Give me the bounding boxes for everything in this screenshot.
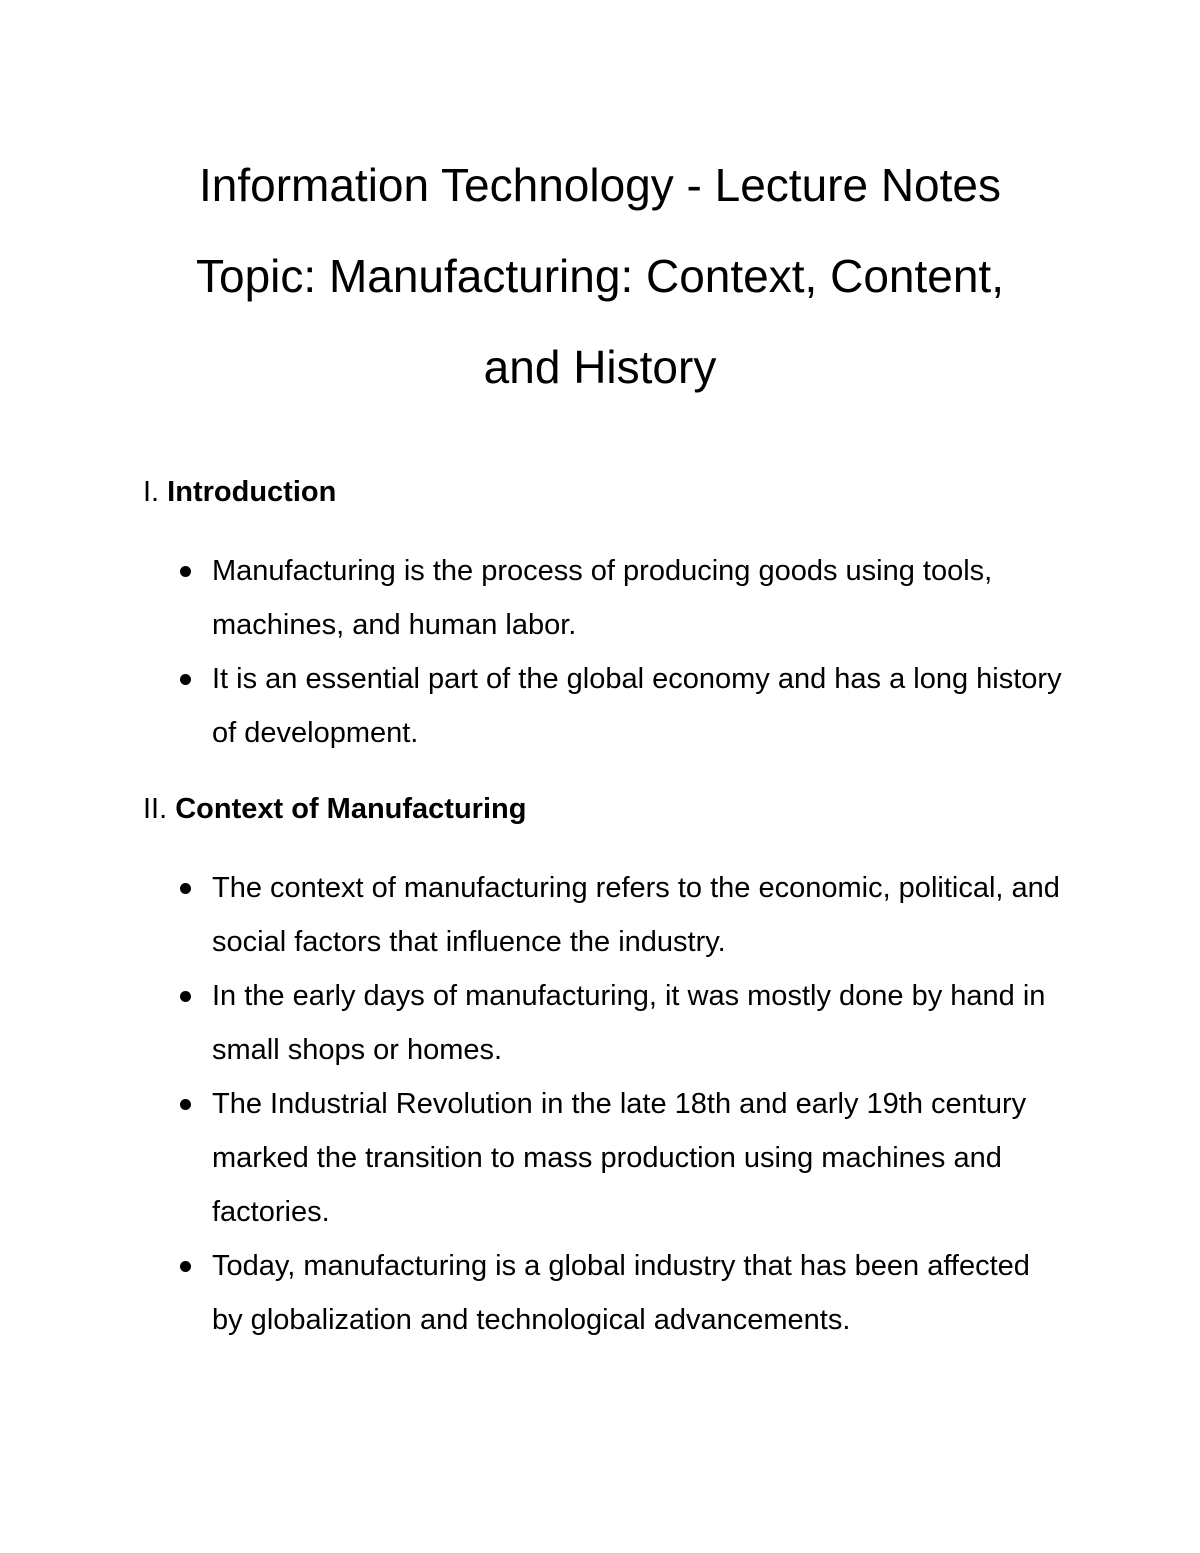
title-line-3: and History <box>483 341 717 393</box>
bullet-icon <box>180 1261 191 1272</box>
introduction-bullet-list <box>0 544 1200 760</box>
section-numeral: II. <box>143 793 176 825</box>
list-item-text: In the early days of manufacturing, it was mostly done by hand in small shops or homes. <box>212 980 1046 1066</box>
list-item <box>0 861 1200 969</box>
list-item-text: Manufacturing is the process of producing goods using tools, machines, and human labor. <box>212 555 993 641</box>
bullet-icon <box>180 674 191 685</box>
list-item <box>0 652 1200 760</box>
section-numeral: I. <box>143 476 168 508</box>
bullet-icon <box>180 883 191 894</box>
context-bullet-list <box>0 861 1200 1347</box>
section-label: Context of Manufacturing <box>175 793 527 825</box>
bullet-icon <box>180 991 191 1002</box>
title-line-1: Information Technology - Lecture Notes <box>198 159 1002 211</box>
list-item-text: The context of manufacturing refers to the economic, political, and social factors that influence the industry. <box>212 872 1060 958</box>
bullet-icon <box>180 566 191 577</box>
list-item <box>0 1239 1200 1347</box>
section-heading-introduction <box>143 472 336 512</box>
document-title <box>100 140 1100 413</box>
list-item-text: Today, manufacturing is a global industry that has been affected by globalization and technological advancements. <box>212 1250 1030 1336</box>
list-item <box>0 544 1200 652</box>
bullet-icon <box>180 1099 191 1110</box>
title-line-2: Topic: Manufacturing: Context, Content, <box>196 250 1004 302</box>
section-label: Introduction <box>167 476 337 508</box>
list-item-text: It is an essential part of the global economy and has a long history of development. <box>212 663 1062 749</box>
list-item-text: The Industrial Revolution in the late 18th and early 19th century marked the transition to mass production using machines and factories. <box>212 1088 1027 1228</box>
section-heading-context <box>143 789 526 829</box>
list-item <box>0 969 1200 1077</box>
list-item <box>0 1077 1200 1239</box>
